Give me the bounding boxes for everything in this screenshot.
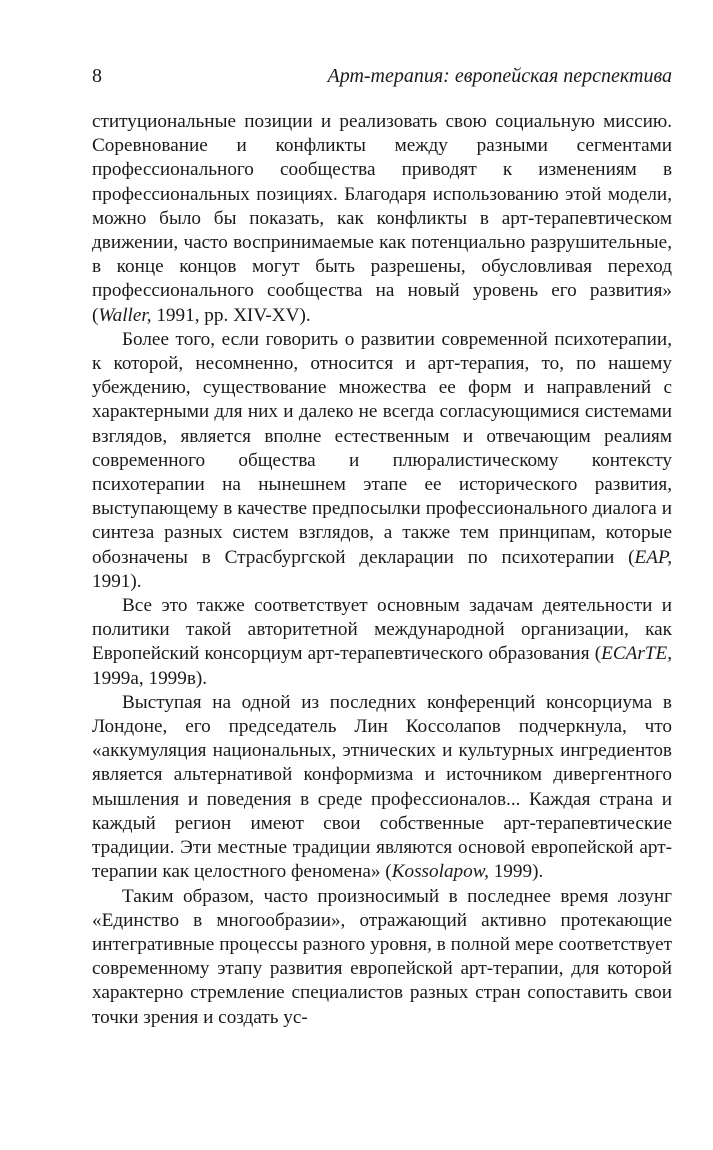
body-text xyxy=(92,110,672,1030)
paragraph-text: ституциональные позиции и реализовать свою социальную миссию. Соревнование и конфликты между разными сегментами профессионального сообщества приводят к изменениям в профессиональных позициях. Благодаря использованию этой модели, можно было бы показать, как конфликты в арт-терапевтическом движении, часто воспринимаемые как потенциально разрушительные, в конце концов могут быть разрешены, обусловливая переход профессионального сообщества на новый уровень его развития» ( xyxy=(92,111,672,326)
citation-author: Waller, xyxy=(98,304,152,326)
paragraph-5 xyxy=(92,885,672,1030)
paragraph-text: 1999а, 1999в). xyxy=(92,667,208,689)
paragraph-text: Все это также соответствует основным задачам деятельности и политики такой авторитетной международной организации, как Европейский консорциум арт-терапевтического образования ( xyxy=(92,595,672,665)
paragraph-4 xyxy=(92,691,672,885)
citation-author: ECArTE, xyxy=(601,643,672,665)
paragraph-1 xyxy=(92,110,672,328)
paragraph-text: Таким образом, часто произносимый в последнее время лозунг «Единство в многообразии», отражающий активно протекающие интегративные процессы разного уровня, в полной мере соответствует современному этапу развития европейской арт-терапии, для которой характерно стремление специалистов разных стран сопоставить свои точки зрения и создать ус- xyxy=(92,885,672,1028)
running-head xyxy=(92,64,672,88)
paragraph-3 xyxy=(92,594,672,691)
paragraph-text: 1991, pp. XIV-XV). xyxy=(151,304,311,326)
citation-author: EAP, xyxy=(634,546,672,568)
paragraph-text: 1999). xyxy=(488,861,544,883)
page-number: 8 xyxy=(92,65,102,87)
paragraph-2 xyxy=(92,328,672,594)
citation-author: Kossolapow, xyxy=(391,861,489,883)
paragraph-text: Выступая на одной из последних конференций консорциума в Лондоне, его председатель Лин Коссолапов подчеркнула, что «аккумуляция национальных, этнических и культурных ингредиентов является альтернативой конформизма и источником дивергентного мышления и поведения в среде профессионалов... Каждая страна и каждый регион имеют свои собственные арт-терапевтические традиции. Эти местные традиции являются основой европейской арт-терапии как целостного феномена» ( xyxy=(92,691,672,883)
running-title: Арт-терапия: европейская перспектива xyxy=(327,65,672,87)
paragraph-text: 1991). xyxy=(92,570,142,592)
paragraph-text: Более того, если говорить о развитии современной психотерапии, к которой, несомненно, относится и арт-терапия, то, по нашему убеждению, существование множества ее форм и направлений с характерными для них и далеко не всегда согласующимися системами взглядов, является вполне естественным и отвечающим реалиям современного общества и плюралистическому контексту психотерапии на нынешнем этапе ее исторического развития, выступающему в качестве предпосылки профессионального диалога и синтеза разных систем взглядов, а также тем принципам, которые обозначены в Страсбургской декларации по психотерапии ( xyxy=(92,328,672,568)
